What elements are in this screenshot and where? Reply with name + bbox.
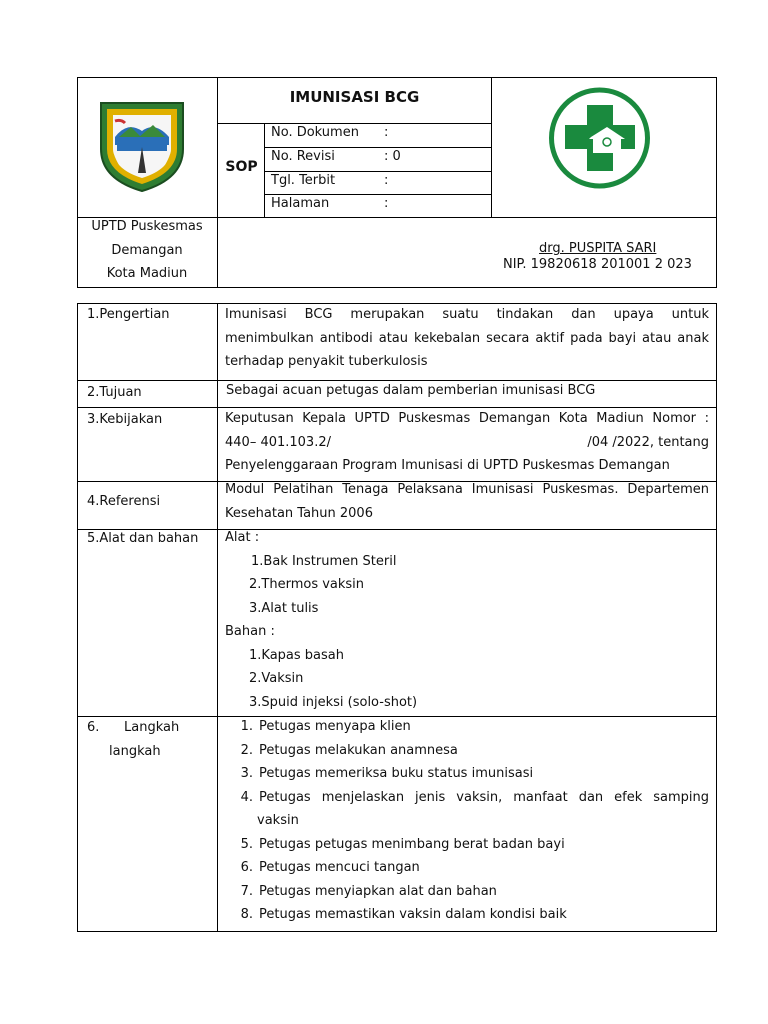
pengertian-line-1: Imunisasi BCG merupakan suatu tindakan dan upaya untuk [225, 307, 709, 322]
alat-heading: Alat : [225, 530, 260, 545]
kebijakan-number-suffix: /04 /2022, tentang [587, 434, 709, 450]
org-line-1: UPTD Puskesmas [91, 219, 203, 234]
row-label-tujuan: 2.Tujuan [87, 385, 142, 400]
step-number: 3. [240, 766, 253, 781]
signatory-nip: NIP. 19820618 201001 2 023 [503, 257, 692, 272]
step-text: Petugas memeriksa buku status imunisasi [259, 766, 534, 781]
step-number: 2. [240, 742, 253, 758]
pengertian-line-3: terhadap penyakit tuberkulosis [225, 354, 428, 369]
pengertian-text [225, 303, 709, 374]
list-item [225, 880, 709, 904]
row-label-referensi: 4.Referensi [87, 494, 161, 509]
field-label-tgl-terbit: Tgl. Terbit [271, 173, 336, 188]
pengertian-line-2: menimbulkan antibodi atau kekebalan secara aktif pada bayi atau anak [225, 330, 709, 346]
document-title: IMUNISASI BCG [289, 88, 420, 106]
field-label-halaman: Halaman [271, 196, 330, 211]
kebijakan-number-prefix: 440– 401.103.2/ [225, 434, 331, 450]
field-label-no-dokumen: No. Dokumen [271, 125, 359, 140]
list-item [225, 739, 709, 763]
alat-item: 2.Thermos vaksin [249, 577, 365, 592]
row-label-pengertian: 1.Pengertian [87, 307, 170, 322]
tujuan-text: Sebagai acuan petugas dalam pemberian imunisasi BCG [226, 383, 596, 398]
step-number: 1. [240, 719, 253, 734]
alat-bahan-content [225, 526, 709, 714]
list-item [225, 833, 709, 857]
list-item [225, 715, 709, 739]
field-value-no-revisi: : 0 [384, 149, 401, 164]
list-item [225, 856, 709, 880]
langkah-steps [225, 715, 709, 927]
step-text: Petugas memastikan vaksin dalam kondisi baik [259, 907, 567, 922]
step-text: Petugas petugas menimbang berat badan bayi [259, 836, 565, 852]
sop-label: SOP [225, 159, 258, 175]
field-value-halaman: : [384, 196, 389, 211]
city-crest-logo [97, 97, 187, 193]
step-text-continuation: vaksin [257, 813, 299, 828]
list-item [225, 762, 709, 786]
alat-item: 3.Alat tulis [249, 600, 319, 616]
step-number: 8. [240, 907, 253, 922]
step-text: Petugas menjelaskan jenis vaksin, manfaat dan efek samping [259, 789, 709, 805]
signatory-name: drg. PUSPITA SARI [539, 241, 657, 256]
field-value-no-dokumen: : [384, 125, 389, 140]
list-item [225, 786, 709, 810]
bahan-item: 2.Vaksin [249, 671, 304, 686]
row-label-kebijakan: 3.Kebijakan [87, 412, 163, 427]
referensi-line-2: Kesehatan Tahun 2006 [225, 505, 373, 521]
org-line-2: Demangan [111, 243, 183, 258]
row-label-langkah-word1: Langkah [124, 720, 180, 735]
kebijakan-line-3: Penyelenggaraan Program Imunisasi di UPTD Puskesmas Demangan [225, 458, 670, 473]
referensi-line-1: Modul Pelatihan Tenaga Pelaksana Imunisasi Puskesmas. Departemen [225, 482, 709, 497]
list-item [225, 903, 709, 927]
step-number: 7. [240, 883, 253, 899]
field-value-tgl-terbit: : [384, 173, 389, 188]
step-text: Petugas melakukan anamnesa [259, 742, 458, 758]
kebijakan-text [225, 407, 709, 478]
org-line-3: Kota Madiun [106, 266, 188, 281]
step-text: Petugas mencuci tangan [259, 860, 420, 875]
alat-item: 1.Bak Instrumen Steril [251, 553, 397, 569]
kebijakan-line-2 [225, 431, 709, 455]
step-number: 6. [240, 860, 253, 875]
step-number: 4. [240, 789, 253, 805]
referensi-text [225, 478, 709, 525]
row-label-alat-bahan: 5.Alat dan bahan [87, 531, 199, 546]
row-label-langkah-num: 6. [87, 720, 100, 735]
puskesmas-cross-logo [547, 87, 652, 189]
bahan-heading: Bahan : [225, 624, 275, 639]
bahan-item: 1.Kapas basah [249, 647, 344, 663]
step-text: Petugas menyapa klien [259, 719, 411, 734]
field-label-no-revisi: No. Revisi [271, 149, 335, 164]
kebijakan-line-1: Keputusan Kepala UPTD Puskesmas Demangan Kota Madiun Nomor : [225, 411, 709, 426]
step-text: Petugas menyiapkan alat dan bahan [259, 883, 497, 899]
row-label-langkah-word2: langkah [109, 744, 161, 759]
step-number: 5. [240, 836, 253, 852]
bahan-item: 3.Spuid injeksi (solo-shot) [249, 694, 418, 710]
